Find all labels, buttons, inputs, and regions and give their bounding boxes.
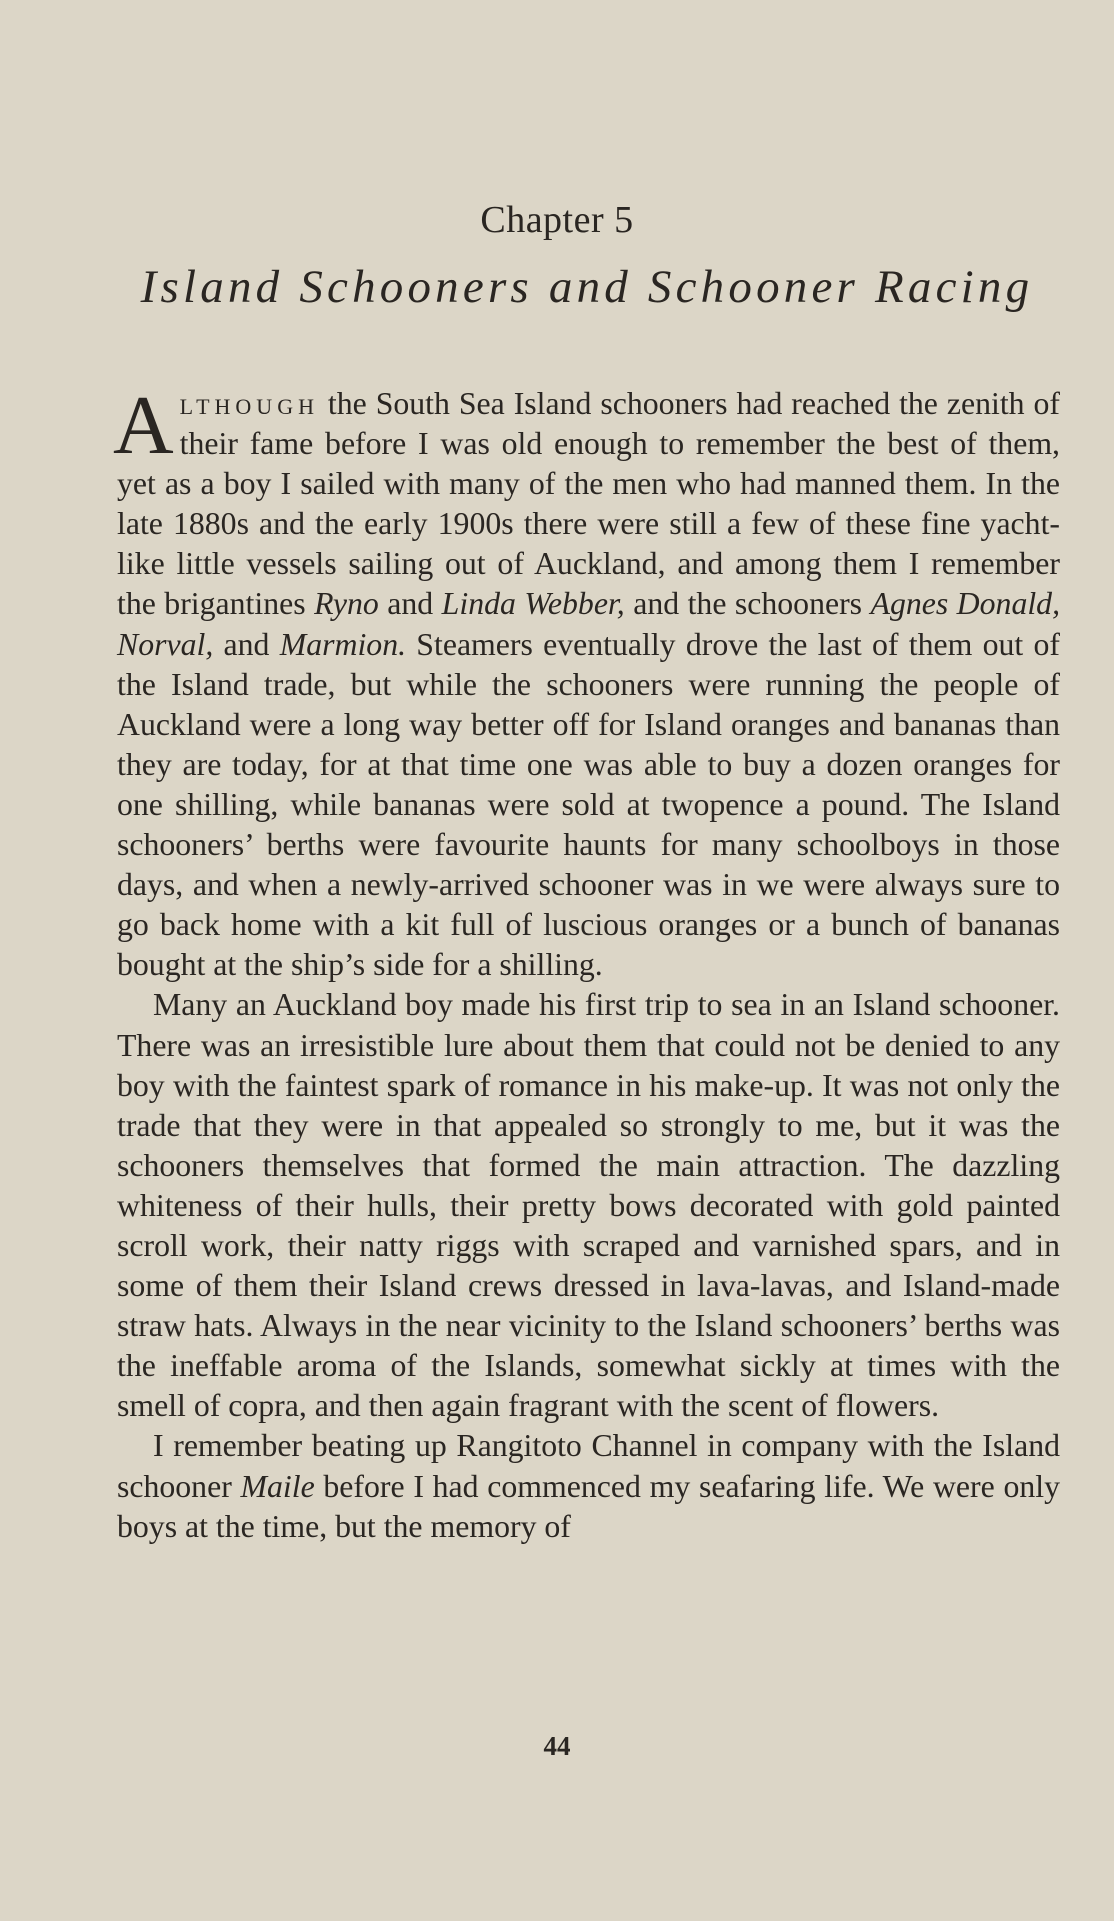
paragraph-1	[113, 379, 1061, 985]
ship-name: Maile	[240, 1468, 315, 1504]
paragraph-text: the South Sea Island schooners had reached the zenith of their fame before I was old enough to remember the best of them, yet as a boy I sailed with many of the men who had manned them. In the late 1880s and the early 1900s there were still a few of these fine yacht-like little vessels sailing out of Auckland, and among them I remember the brigantines	[117, 386, 1060, 622]
paragraph-3	[117, 1426, 1060, 1546]
paragraph-text: and the schooners	[624, 586, 871, 622]
body-text	[113, 379, 1061, 1547]
paragraph-text: and	[213, 626, 280, 662]
paragraph-text: Steamers eventually drove the last of them out of the Island trade, but while the schooners were running the people of Auckland were a long way better off for Island oranges and bananas than they are today, for at that time one was able to buy a dozen oranges for one shilling, while bananas were sold at twopence a pound. The Island schooners’ berths were favourite haunts for many schoolboys in those days, and when a newly-arrived schooner was in we were always sure to go back home with a kit full of luscious oranges or a bunch of bananas bought at the ship’s side for a shilling.	[117, 626, 1060, 983]
paragraph-text: and	[378, 586, 442, 622]
paragraph-2: Many an Auckland boy made his first trip to sea in an Island schooner. There was an irresistible lure about them that could not be denied to any boy with the faintest spark of romance in his make-up. It was not only the trade that they were in that appealed so strongly to me, but it was the schooners themselves that formed the main attraction. The dazzling whiteness of their hulls, their pretty bows decorated with gold painted scroll work, their natty riggs with scraped and varnished spars, and in some of them their Island crews dressed in lava-lavas, and Island-made straw hats. Always in the near vicinity to the Island schooners’ berths was the ineffable aroma of the Islands, somewhat sickly at times with the smell of copra, and then again fragrant with the scent of flowers.	[117, 987, 1060, 1424]
page-number: 44	[543, 1731, 571, 1761]
ship-name: Ryno	[314, 586, 379, 622]
chapter-title: Island Schooners and Schooner Racing	[140, 261, 1034, 313]
chapter-number: Chapter 5	[480, 199, 634, 241]
lead-small-caps: lthough	[179, 386, 319, 421]
paragraph-text: I remember beating up Rangitoto Channel in company with the Island schooner	[117, 1428, 1060, 1504]
drop-cap: A	[113, 379, 174, 472]
paragraph-text: before I had commenced my seafaring life. We were only boys at the time, but the memory of	[117, 1468, 1060, 1544]
ship-name: Agnes Donald, Norval,	[117, 586, 1061, 662]
ship-name: Marmion.	[279, 626, 407, 662]
ship-name: Linda Webber,	[441, 586, 625, 622]
